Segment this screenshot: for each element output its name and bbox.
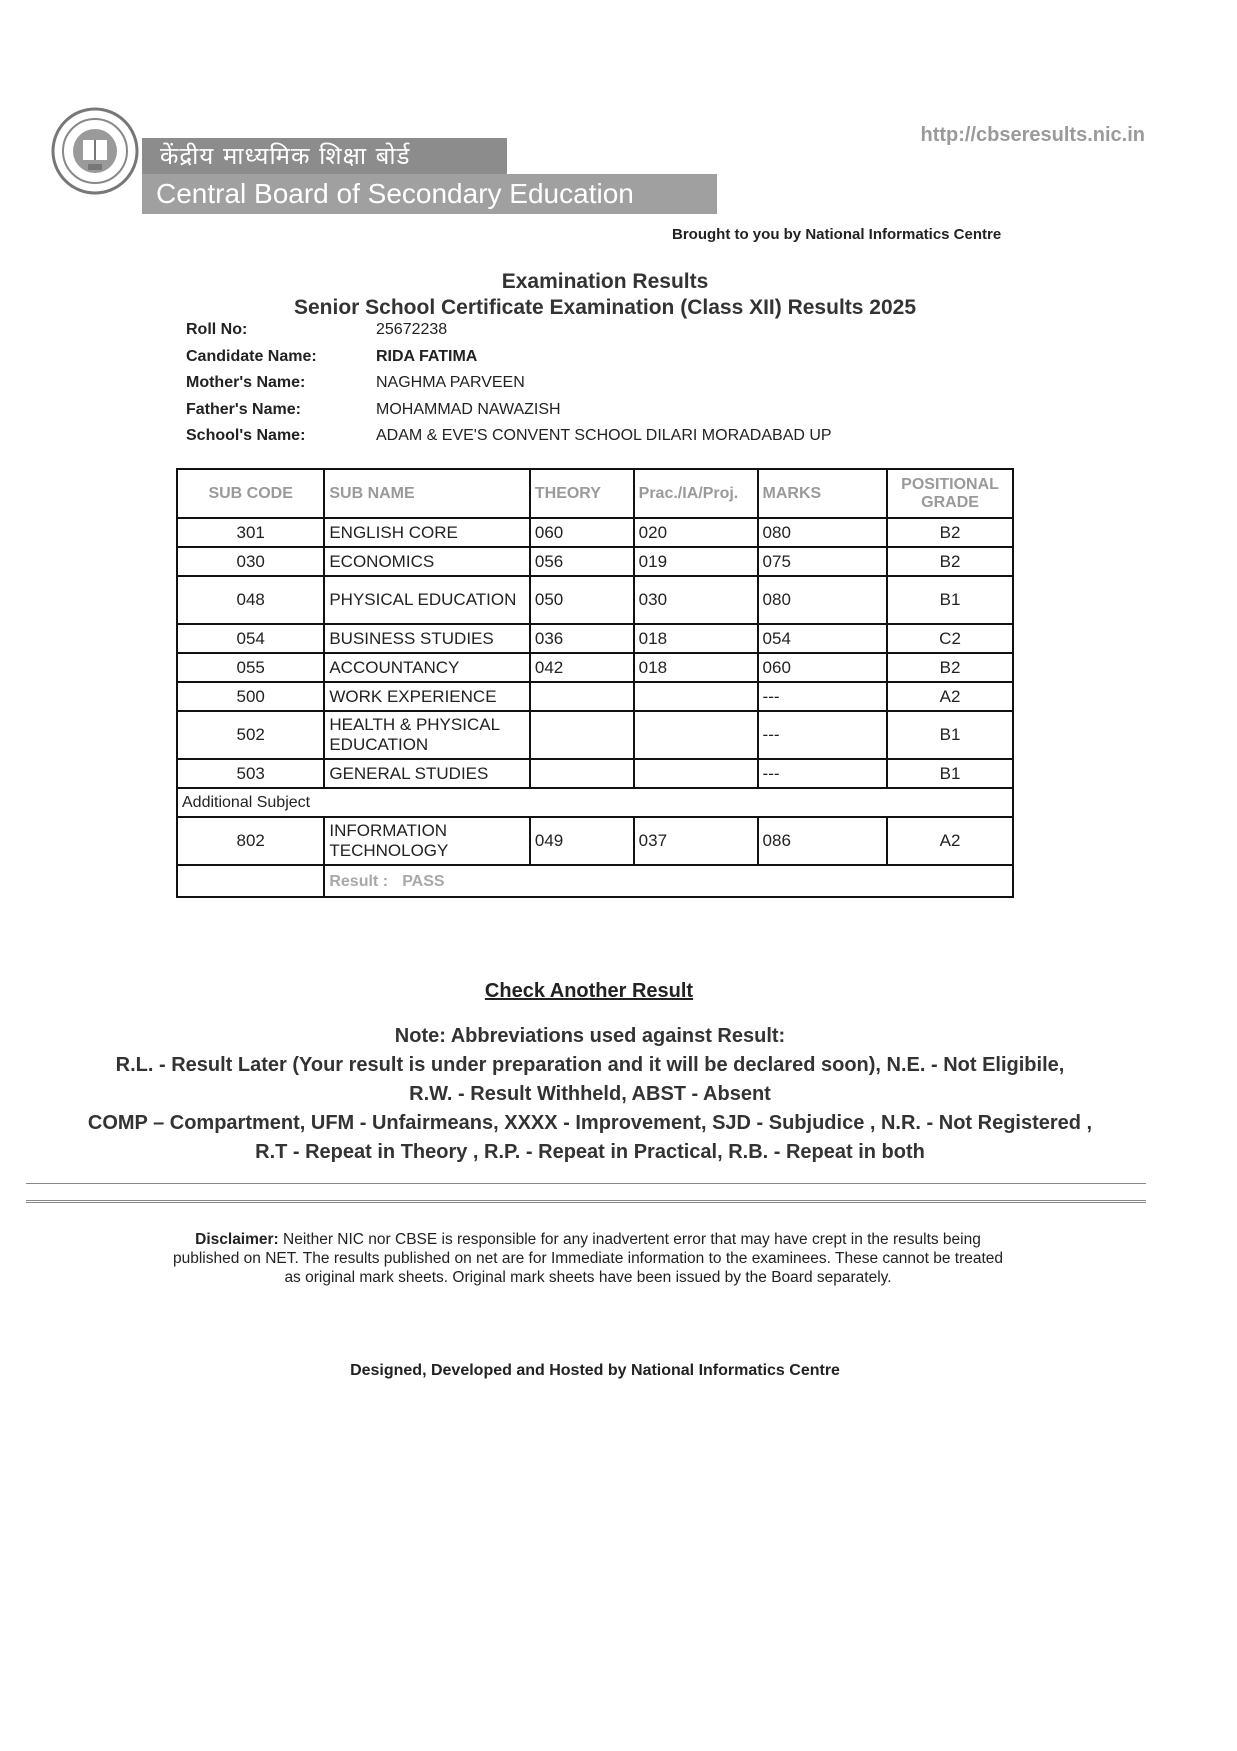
site-url[interactable]: http://cbseresults.nic.in bbox=[920, 124, 1145, 146]
hindi-title-band bbox=[142, 138, 507, 174]
cell-prac: 018 bbox=[634, 653, 758, 682]
table-row bbox=[177, 653, 1013, 682]
cell-grade: B1 bbox=[887, 576, 1013, 624]
cell-sub-name: ECONOMICS bbox=[324, 547, 530, 576]
cell-sub-code: 500 bbox=[177, 682, 324, 711]
cell-marks: 080 bbox=[758, 576, 888, 624]
info-label: Roll No: bbox=[186, 321, 248, 339]
cell-theory bbox=[530, 711, 634, 759]
cell-prac: 018 bbox=[634, 624, 758, 653]
table-row bbox=[177, 547, 1013, 576]
info-value: MOHAMMAD NAWAZISH bbox=[376, 400, 561, 418]
cell-sub-name: PHYSICAL EDUCATION bbox=[324, 576, 530, 624]
table-row bbox=[177, 624, 1013, 653]
results-table bbox=[176, 468, 1014, 898]
cell-theory: 056 bbox=[530, 547, 634, 576]
page-title: Examination Results bbox=[501, 270, 709, 293]
result-value: PASS bbox=[402, 873, 445, 890]
cell-sub-name: ACCOUNTANCY bbox=[324, 653, 530, 682]
info-value: 25672238 bbox=[376, 321, 448, 339]
cell-sub-name: GENERAL STUDIES bbox=[324, 759, 530, 788]
divider bbox=[26, 1183, 1146, 1184]
cell-grade: A2 bbox=[887, 817, 1013, 865]
cell-theory: 049 bbox=[530, 817, 634, 865]
cell-sub-code: 055 bbox=[177, 653, 324, 682]
cell-theory bbox=[530, 759, 634, 788]
cell-sub-code: 503 bbox=[177, 759, 324, 788]
cell-prac bbox=[634, 759, 758, 788]
info-label: Mother's Name: bbox=[186, 374, 306, 392]
cell-marks: 054 bbox=[758, 624, 888, 653]
disclaimer-text: Neither NIC nor CBSE is responsible for any inadvertent error that may have crept in the results being published on NET. The results published on net are for Immediate information to the examinees. These cannot be treated as original mark sheets. Original mark sheets have been issued by the Board separately. bbox=[172, 1231, 1004, 1286]
cell-sub-name: BUSINESS STUDIES bbox=[324, 624, 530, 653]
disclaimer-label: Disclaimer: bbox=[195, 1231, 279, 1248]
brought-by-text: Brought to you by National Informatics Centre bbox=[672, 226, 1002, 243]
cell-sub-code: 048 bbox=[177, 576, 324, 624]
info-value: NAGHMA PARVEEN bbox=[376, 374, 525, 392]
info-row-father bbox=[186, 397, 832, 424]
cell-theory: 050 bbox=[530, 576, 634, 624]
cell-sub-name: HEALTH & PHYSICAL EDUCATION bbox=[324, 711, 530, 759]
cell-grade: B2 bbox=[887, 518, 1013, 547]
table-header-row bbox=[177, 469, 1013, 518]
table-row bbox=[177, 682, 1013, 711]
info-label: School's Name: bbox=[186, 427, 306, 445]
cell-grade: B1 bbox=[887, 711, 1013, 759]
header-sub-name: SUB NAME bbox=[324, 469, 530, 518]
cell-sub-code: 054 bbox=[177, 624, 324, 653]
abbreviation-notes bbox=[40, 1022, 1140, 1167]
info-row-school bbox=[186, 423, 832, 450]
notes-heading: Note: Abbreviations used against Result: bbox=[394, 1025, 786, 1047]
cell-theory: 060 bbox=[530, 518, 634, 547]
cell-marks: --- bbox=[758, 711, 888, 759]
table-row bbox=[177, 518, 1013, 547]
cell-sub-name: ENGLISH CORE bbox=[324, 518, 530, 547]
info-value: RIDA FATIMA bbox=[376, 347, 478, 365]
result-label: Result : bbox=[329, 873, 389, 890]
info-label: Candidate Name: bbox=[186, 347, 317, 365]
check-another-result-link[interactable]: Check Another Result bbox=[484, 980, 694, 1002]
result-cell bbox=[324, 865, 1013, 897]
cell-sub-code: 502 bbox=[177, 711, 324, 759]
header-grade: POSITIONAL GRADE bbox=[887, 469, 1013, 518]
candidate-info bbox=[186, 317, 832, 450]
result-empty-cell bbox=[177, 865, 324, 897]
cell-marks: 080 bbox=[758, 518, 888, 547]
english-title-band bbox=[142, 174, 717, 214]
table-row bbox=[177, 576, 1013, 624]
cbse-emblem-icon bbox=[50, 106, 140, 196]
cell-sub-code: 802 bbox=[177, 817, 324, 865]
footer-credit: Designed, Developed and Hosted by National Informatics Centre bbox=[350, 1362, 840, 1379]
cell-marks: --- bbox=[758, 682, 888, 711]
cell-marks: 086 bbox=[758, 817, 888, 865]
cell-grade: B2 bbox=[887, 547, 1013, 576]
cell-theory: 042 bbox=[530, 653, 634, 682]
table-row bbox=[177, 817, 1013, 865]
cell-grade: B1 bbox=[887, 759, 1013, 788]
divider bbox=[26, 1200, 1146, 1203]
exam-title: Senior School Certificate Examination (Class XII) Results 2025 bbox=[293, 296, 917, 319]
notes-line-1: R.L. - Result Later (Your result is under preparation and it will be declared soon), N.E. - Not Eligibile, bbox=[115, 1054, 1065, 1076]
cell-marks: --- bbox=[758, 759, 888, 788]
cell-prac: 020 bbox=[634, 518, 758, 547]
cell-prac: 019 bbox=[634, 547, 758, 576]
info-row-mother bbox=[186, 370, 832, 397]
info-value: ADAM & EVE'S CONVENT SCHOOL DILARI MORADABAD UP bbox=[376, 427, 832, 445]
info-row-roll bbox=[186, 317, 832, 344]
english-title: Central Board of Secondary Education bbox=[156, 178, 634, 209]
cell-prac: 037 bbox=[634, 817, 758, 865]
header-sub-code: SUB CODE bbox=[177, 469, 324, 518]
cell-sub-code: 301 bbox=[177, 518, 324, 547]
cell-grade: C2 bbox=[887, 624, 1013, 653]
cell-prac bbox=[634, 711, 758, 759]
header-prac: Prac./IA/Proj. bbox=[634, 469, 758, 518]
additional-subject-row bbox=[177, 788, 1013, 817]
cell-grade: A2 bbox=[887, 682, 1013, 711]
cell-grade: B2 bbox=[887, 653, 1013, 682]
table-row bbox=[177, 759, 1013, 788]
table-row bbox=[177, 711, 1013, 759]
header-marks: MARKS bbox=[758, 469, 888, 518]
cell-marks: 075 bbox=[758, 547, 888, 576]
cell-theory: 036 bbox=[530, 624, 634, 653]
cell-sub-name: WORK EXPERIENCE bbox=[324, 682, 530, 711]
notes-line-3: COMP – Compartment, UFM - Unfairmeans, XXXX - Improvement, SJD - Subjudice , N.R. - Not Registered , R.T - Repeat in Theory , R.P. - Repeat in Practical, R.B. - Repeat in both bbox=[87, 1112, 1093, 1163]
cell-sub-name: INFORMATION TECHNOLOGY bbox=[324, 817, 530, 865]
cell-theory bbox=[530, 682, 634, 711]
info-row-candidate bbox=[186, 344, 832, 371]
cell-sub-code: 030 bbox=[177, 547, 324, 576]
result-row bbox=[177, 865, 1013, 897]
hindi-title: केंद्रीय माध्यमिक शिक्षा बोर्ड bbox=[160, 142, 411, 170]
info-label: Father's Name: bbox=[186, 400, 301, 418]
notes-line-2: R.W. - Result Withheld, ABST - Absent bbox=[409, 1083, 771, 1105]
additional-subject-label: Additional Subject bbox=[177, 788, 1013, 817]
header-theory: THEORY bbox=[530, 469, 634, 518]
cell-prac bbox=[634, 682, 758, 711]
disclaimer bbox=[168, 1230, 1008, 1287]
cell-marks: 060 bbox=[758, 653, 888, 682]
cell-prac: 030 bbox=[634, 576, 758, 624]
